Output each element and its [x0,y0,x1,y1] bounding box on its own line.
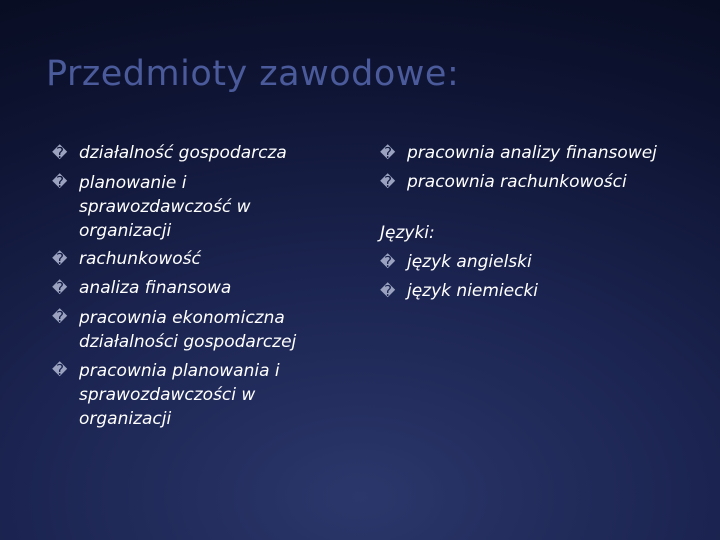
bullet-icon: � [52,144,68,162]
list-item-text: działalność gospodarcza [79,143,287,163]
list-item [380,168,700,197]
list-item [52,245,342,274]
languages-list [380,248,700,306]
list-item [380,277,700,306]
list-item-text: analiza finansowa [79,278,232,298]
list-item-text: pracownia planowania i sprawozdawczości w organizacji [79,361,280,429]
languages-heading: Języki: [380,223,435,243]
bullet-icon: � [380,282,396,300]
list-item [52,168,342,245]
left-column [52,139,342,433]
bullet-icon: � [52,250,68,268]
list-item-text: język niemiecki [407,281,539,301]
subjects-list [52,139,342,433]
bullet-icon: � [52,361,68,379]
slide-title: Przedmioty zawodowe: [46,54,460,94]
bullet-icon: � [52,308,68,326]
list-item-text: planowanie i sprawozdawczość w organizacji [79,173,251,241]
list-item [380,248,700,277]
list-item [52,356,342,433]
bullet-icon: � [52,279,68,297]
bullet-icon: � [380,144,396,162]
list-item [52,274,342,303]
list-item [52,303,342,356]
list-item-text: pracownia rachunkowości [407,172,627,192]
list-item [380,139,700,168]
list-item-text: pracownia analizy finansowej [407,143,657,163]
list-item-text: rachunkowość [79,249,201,269]
bullet-icon: � [52,173,68,191]
list-item-text: pracownia ekonomiczna działalności gospodarczej [79,308,297,352]
bullet-icon: � [380,173,396,191]
bullet-icon: � [380,253,396,271]
list-item-text: język angielski [407,252,532,272]
list-item [52,139,342,168]
workshops-list [380,139,700,197]
right-column [380,139,700,306]
